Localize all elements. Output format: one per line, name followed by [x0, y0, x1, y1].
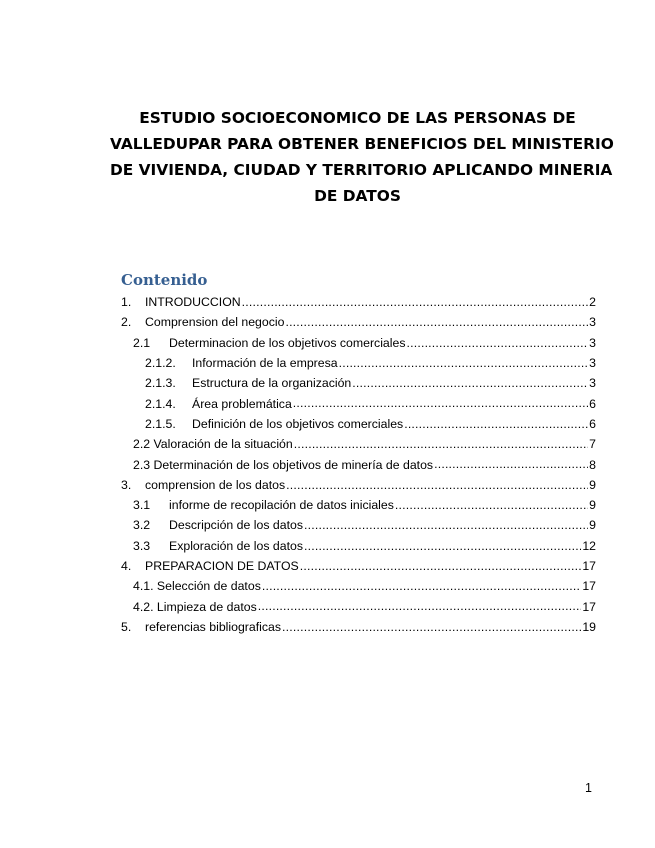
toc-entry[interactable]	[121, 475, 596, 495]
toc-entry-page: 17	[582, 579, 596, 594]
toc-dot-leader	[285, 316, 588, 328]
toc-dot-leader	[242, 296, 589, 308]
toc-entry-text: Determinacion de los objetivos comerciales	[169, 335, 406, 350]
page-number: 1	[585, 781, 592, 795]
toc-dot-leader	[406, 337, 588, 349]
toc-entry-page: 2	[589, 295, 596, 310]
toc-entry-text: comprension de los datos	[145, 477, 286, 492]
toc-entry[interactable]	[121, 353, 596, 373]
toc-entry-number: 3.	[121, 477, 132, 492]
toc-entry-number: 1.	[121, 295, 132, 310]
toc-entry[interactable]	[121, 515, 596, 535]
title-line: DE DATOS	[314, 187, 401, 205]
toc-entry-number: 2.1.4.	[145, 396, 176, 411]
toc-entry-text: Exploración de los datos	[169, 538, 303, 553]
toc-entry-text: INTRODUCCION	[145, 295, 241, 310]
toc-entry-number: 3.2	[133, 518, 151, 533]
toc-entry-text: Definición de los objetivos comerciales	[192, 416, 404, 431]
toc-entry[interactable]	[121, 373, 596, 393]
toc-entry-text: Descripción de los datos	[169, 518, 303, 533]
toc-entry[interactable]	[121, 576, 596, 596]
toc-entry-page: 9	[589, 477, 596, 492]
toc-dot-leader	[293, 397, 588, 409]
toc-entry-text: referencias bibliograficas	[145, 619, 282, 634]
toc-entry-text: 2.3 Determinación de los objetivos de minería de datos	[133, 457, 434, 472]
toc-entry-page: 3	[589, 356, 596, 371]
toc-entry-page: 12	[582, 538, 596, 553]
toc-entry-page: 6	[589, 396, 596, 411]
toc-entry[interactable]	[121, 393, 596, 413]
toc-entry-page: 3	[589, 335, 596, 350]
toc-entry[interactable]	[121, 414, 596, 434]
toc-dot-leader	[304, 540, 581, 552]
toc-entry-page: 6	[589, 416, 596, 431]
toc-entry[interactable]	[121, 617, 596, 637]
toc-entry-text: PREPARACION DE DATOS	[145, 559, 299, 573]
document-title	[110, 105, 614, 209]
toc-dot-leader	[286, 479, 588, 491]
toc-entry[interactable]	[121, 292, 596, 312]
toc-entry[interactable]	[121, 536, 596, 556]
toc-entry-number: 3.1	[133, 498, 151, 513]
toc-entry-number: 2.1	[133, 335, 151, 350]
toc-entry[interactable]	[121, 333, 596, 353]
toc-entry-page: 8	[589, 457, 596, 472]
toc-entry-page: 9	[589, 518, 596, 533]
toc-entry-text: Información de la empresa	[192, 356, 338, 371]
toc-dot-leader	[404, 418, 588, 430]
toc-dot-leader	[352, 377, 588, 389]
title-line: DE VIVIENDA, CIUDAD Y TERRITORIO APLICANDO MINERIA	[110, 161, 613, 179]
toc-entry-text: informe de recopilación de datos iniciales	[169, 498, 394, 513]
toc-entry[interactable]	[121, 434, 596, 454]
toc-entry[interactable]	[121, 495, 596, 515]
toc-dot-leader	[282, 621, 581, 633]
toc-entry[interactable]	[121, 556, 596, 576]
toc-dot-leader	[262, 580, 581, 592]
toc-dot-leader	[434, 458, 588, 470]
toc-entry-page: 3	[589, 376, 596, 391]
toc-entry-number: 2.	[121, 315, 132, 330]
toc-entry-page: 7	[589, 437, 596, 452]
toc-entry-number: 3.3	[133, 538, 151, 553]
toc-dot-leader	[294, 438, 588, 450]
toc-dot-leader	[339, 357, 589, 369]
toc-entry-number: 2.1.3.	[145, 376, 176, 391]
toc-entry-text: Estructura de la organización	[192, 376, 352, 391]
toc-dot-leader	[304, 519, 588, 531]
toc-entry-page: 17	[582, 599, 596, 614]
toc-entry-text: 4.2. Limpieza de datos	[133, 599, 257, 614]
toc-entry-number: 2.1.5.	[145, 416, 176, 431]
toc-entry[interactable]	[121, 312, 596, 332]
toc-dot-leader	[395, 499, 588, 511]
toc-entry[interactable]	[121, 596, 596, 616]
toc-entry-page: 3	[589, 315, 596, 330]
toc-entry-text: Área problemática	[192, 396, 292, 411]
toc-entry[interactable]	[121, 454, 596, 474]
toc-entry-page: 17	[582, 559, 596, 573]
toc-entry-text: 2.2 Valoración de la situación	[133, 437, 293, 452]
toc-heading: Contenido	[121, 271, 208, 289]
title-line: ESTUDIO SOCIOECONOMICO DE LAS PERSONAS DE	[139, 109, 576, 127]
toc-entry-text: Comprension del negocio	[145, 315, 285, 330]
toc-entry-page: 19	[582, 619, 596, 634]
toc-entry-number: 5.	[121, 619, 132, 634]
title-line: VALLEDUPAR PARA OBTENER BENEFICIOS DEL MINISTERIO	[110, 135, 614, 153]
toc-entry-number: 2.1.2.	[145, 356, 176, 371]
table-of-contents	[121, 292, 596, 637]
toc-entry-page: 9	[589, 498, 596, 513]
toc-dot-leader	[300, 560, 582, 572]
toc-dot-leader	[258, 600, 582, 612]
toc-entry-number: 4.	[121, 559, 132, 573]
toc-entry-text: 4.1. Selección de datos	[133, 579, 261, 594]
